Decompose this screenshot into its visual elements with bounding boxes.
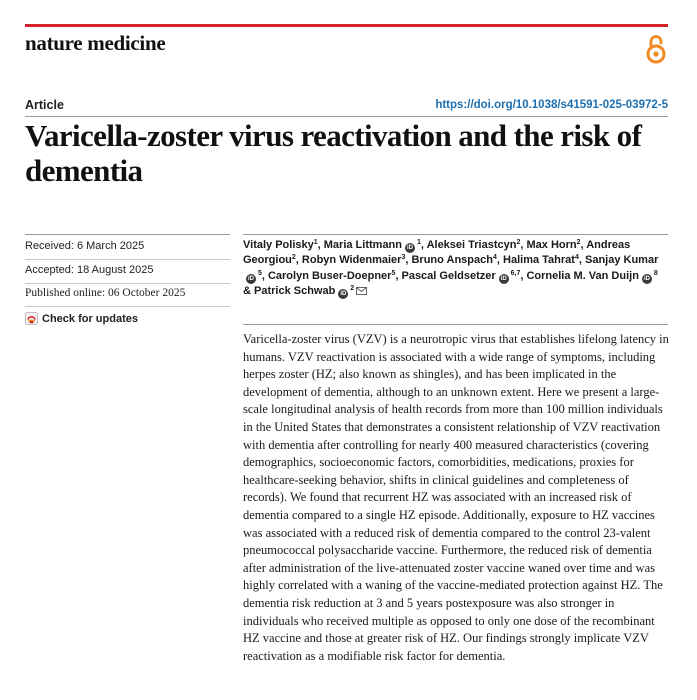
author-affiliation: 3 <box>401 254 406 262</box>
author-separator: , <box>317 239 324 251</box>
author-separator: , <box>580 239 587 251</box>
author-separator: , <box>405 254 412 267</box>
doi-link[interactable]: https://doi.org/10.1038/s41591-025-03972-5 <box>435 99 668 111</box>
author-separator: , <box>520 239 527 251</box>
author-item <box>526 239 586 251</box>
orcid-icon[interactable]: iD <box>407 245 413 251</box>
author-name[interactable]: Halima Tahrat <box>503 254 575 267</box>
orcid-icon[interactable]: iD <box>500 275 507 282</box>
author-item <box>427 239 527 251</box>
author-name[interactable]: Bruno Anspach <box>411 254 493 267</box>
author-name[interactable]: Robyn Widenmaier <box>301 254 402 267</box>
author-affiliation: 2 <box>291 254 296 262</box>
author-item <box>268 270 402 282</box>
date-separator <box>25 283 230 284</box>
dates-divider <box>25 234 230 235</box>
author-separator: , <box>520 269 527 282</box>
orcid-icon[interactable]: iD <box>340 290 347 297</box>
accepted-date: Accepted: 18 August 2025 <box>25 264 154 276</box>
header-divider <box>25 116 668 117</box>
author-affiliation: 4 <box>574 254 579 262</box>
author-affiliation: 6,7 <box>508 269 521 277</box>
author-affiliation: 5 <box>391 269 396 277</box>
author-name[interactable]: Patrick Schwab <box>254 284 336 297</box>
author-separator: , <box>496 254 504 267</box>
author-name[interactable]: Carolyn Buser-Doepner <box>267 269 392 282</box>
author-item <box>243 239 324 251</box>
author-item <box>503 254 585 266</box>
author-name[interactable]: Cornelia M. Van Duijn <box>526 269 639 282</box>
author-separator: , <box>578 254 585 267</box>
author-affiliation: 4 <box>492 254 497 262</box>
published-date: Published online: 06 October 2025 <box>25 287 186 299</box>
date-separator <box>25 306 230 307</box>
author-name[interactable]: Pascal Geldsetzer <box>401 269 496 282</box>
abstract: Varicella-zoster virus (VZV) is a neurotropic virus that establishes lifelong latency in humans. VZV reactivation is associated with a wide range of symptoms, including herpes zoster (HZ; also known as shingles), and has been implicated in the development of dementia, although to an unknown extent. Here we present a large-scale longitudinal analysis of health records from more than 100 million individuals in the United States that demonstrates a consistent relationship of VZV reactivation with dementia after controlling for nearly 400 measured characteristics (covering demographics, socioeconomic factors, comorbidities, medications, proxies for healthcare-seeking behavior, shifts in clinical guidelines and completeness of records). We found that recurrent HZ was associated with an increased risk of dementia compared to a single HZ episode. Additionally, exposure to HZ vaccines was associated with a reduced risk of dementia compared to the control 23-valent pneumococcal polysaccharide vaccine. Furthermore, the reduced risk of dementia after administration of the live-attenuated zoster vaccine waned over time and was highly correlated with a waning of the vaccine-mediated protection against HZ. The dementia risk reduction at 3 and 5 years postexposure was also stronger in individuals who received multiple as opposed to only one dose of the recombinant HZ vaccine and those at greater risk of HZ. Our findings strongly implicate VZV reactivation as a modifiable risk factor for dementia. <box>243 332 669 663</box>
article-type: Article <box>25 98 64 112</box>
orcid-icon[interactable]: iD <box>643 275 650 282</box>
author-affiliation: 2 <box>348 284 355 292</box>
author-separator: , <box>420 239 427 251</box>
author-separator: , <box>261 269 268 282</box>
author-affiliation: 1 <box>415 239 421 246</box>
author-item <box>411 254 503 266</box>
journal-name[interactable]: nature medicine <box>25 31 166 55</box>
author-name[interactable]: Sanjay Kumar <box>584 254 659 267</box>
author-item <box>302 254 412 266</box>
author-separator: , <box>395 269 402 282</box>
check-updates-icon <box>25 312 38 325</box>
author-name[interactable]: Andreas Georgiou <box>243 239 631 267</box>
author-item <box>254 285 367 297</box>
date-separator <box>25 259 230 260</box>
check-updates-label: Check for updates <box>42 312 138 325</box>
check-updates-button[interactable] <box>25 312 138 325</box>
orcid-icon[interactable]: iD <box>248 275 254 282</box>
author-item <box>324 239 427 251</box>
author-affiliation: 5 <box>256 269 262 277</box>
authors-divider <box>243 234 668 235</box>
open-access-icon <box>643 33 669 65</box>
author-separator: & <box>243 284 254 297</box>
author-separator: , <box>295 254 302 267</box>
received-date: Received: 6 March 2025 <box>25 240 145 252</box>
author-name[interactable]: Aleksei Triastcyn <box>426 239 517 251</box>
abstract-divider <box>243 324 668 325</box>
author-list <box>243 238 668 299</box>
article-title: Varicella-zoster virus reactivation and the risk of dementia <box>25 118 642 188</box>
author-affiliation: 1 <box>313 239 318 246</box>
author-affiliation: 8 <box>651 269 658 277</box>
author-name[interactable]: Vitaly Polisky <box>243 239 314 251</box>
mail-icon[interactable] <box>356 287 367 295</box>
author-item <box>401 270 526 282</box>
author-affiliation: 2 <box>576 239 581 246</box>
author-affiliation: 2 <box>516 239 521 246</box>
journal-accent-bar <box>25 24 668 27</box>
author-name[interactable]: Max Horn <box>526 239 577 251</box>
author-name[interactable]: Maria Littmann <box>323 239 402 251</box>
